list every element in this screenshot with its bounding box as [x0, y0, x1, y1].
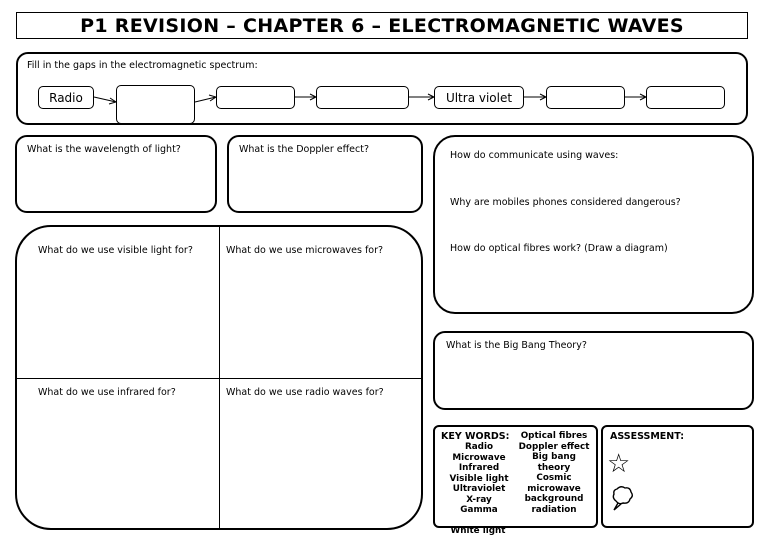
keyword: Doppler effect — [518, 441, 590, 452]
microwaves-question: What do we use microwaves for? — [226, 245, 384, 256]
assessment-heading: ASSESSMENT: — [610, 431, 685, 442]
mobiles-question: Why are mobiles phones considered dangerous? — [450, 197, 681, 208]
doppler-box[interactable] — [227, 135, 423, 213]
keyword: theory — [537, 462, 571, 473]
infrared-question: What do we use infrared for? — [38, 387, 176, 398]
uses-grid — [15, 225, 423, 530]
spectrum-prompt: Fill in the gaps in the electromagnetic spectrum: — [27, 60, 258, 71]
keyword: X-ray — [466, 494, 492, 505]
wavelength-question: What is the wavelength of light? — [27, 144, 181, 155]
keyword: background — [524, 494, 584, 504]
keywords-column-2 — [515, 431, 593, 515]
big-bang-question: What is the Big Bang Theory? — [446, 340, 587, 351]
assessment-box — [601, 425, 754, 528]
keyword: radiation — [531, 504, 577, 515]
keyword: Big bang — [532, 452, 576, 462]
big-bang-box[interactable] — [433, 331, 754, 410]
keyword: Microwave — [452, 452, 506, 463]
communicate-question: How do communicate using waves: — [450, 150, 619, 161]
grid-horizontal-divider — [17, 378, 421, 379]
wavelength-box[interactable] — [15, 135, 217, 213]
thought-bubble-icon — [611, 485, 635, 513]
fibres-question: How do optical fibres work? (Draw a diagram) — [450, 243, 668, 254]
spectrum-box-1: Radio — [38, 86, 94, 109]
visible-light-question: What do we use visible light for? — [38, 245, 193, 256]
radio-waves-question: What do we use radio waves for? — [226, 387, 384, 398]
keyword: Radio — [464, 442, 494, 452]
keywords-box — [433, 425, 598, 528]
communication-box[interactable] — [433, 135, 754, 314]
keyword: Infrared — [458, 463, 500, 473]
keyword: Optical fibres — [520, 431, 588, 441]
keyword: microwave — [527, 483, 581, 494]
keyword: Cosmic — [536, 473, 572, 483]
keywords-heading: KEY WORDS: — [441, 431, 510, 442]
star-icon: ☆ — [607, 449, 631, 479]
keyword: Visible light — [449, 473, 509, 484]
keywords-column-1 — [441, 442, 517, 516]
keyword: Ultraviolet — [452, 484, 506, 494]
keyword-white-light: White light — [450, 526, 506, 536]
doppler-question: What is the Doppler effect? — [239, 144, 370, 155]
keyword: Gamma — [460, 505, 498, 515]
page-title: P1 REVISION – CHAPTER 6 – ELECTROMAGNETIC WAVES — [16, 12, 748, 39]
spectrum-box-5: Ultra violet — [434, 86, 524, 109]
